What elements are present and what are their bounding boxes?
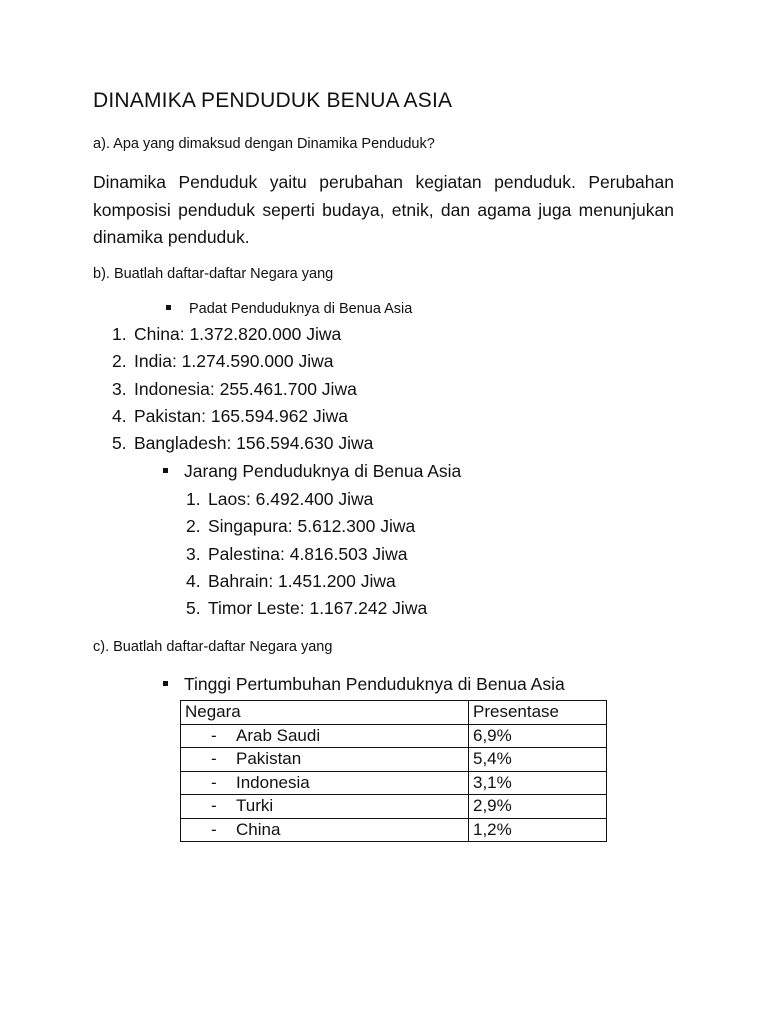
percent-cell: 5,4%: [469, 748, 607, 772]
country-cell: Indonesia: [236, 772, 310, 792]
table-row: - Pakistan 5,4%: [181, 748, 607, 772]
column-header-country: Negara: [181, 701, 469, 725]
sparse-country-list: [186, 486, 427, 622]
question-b: b). Buatlah daftar-daftar Negara yang: [93, 266, 334, 282]
list-item: 4. Bahrain: 1.451.200 Jiwa: [186, 570, 396, 591]
table-row: - Turki 2,9%: [181, 795, 607, 819]
table-header-row: [181, 701, 607, 725]
list-item: 3. Palestina: 4.816.503 Jiwa: [186, 543, 408, 564]
square-bullet-icon: [163, 681, 168, 686]
list-item: 1. Laos: 6.492.400 Jiwa: [186, 489, 374, 509]
growth-heading-label: Tinggi Pertumbuhan Penduduknya di Benua Asia: [184, 674, 565, 694]
percent-cell: 2,9%: [469, 795, 607, 819]
growth-heading: [163, 674, 565, 695]
percent-cell: 1,2%: [469, 818, 607, 842]
list-item: 1. China: 1.372.820.000 Jiwa: [112, 324, 342, 344]
dense-country-list: [112, 321, 373, 457]
country-cell: China: [236, 819, 281, 839]
table-row: - China 1,2%: [181, 818, 607, 842]
table-row: - Arab Saudi 6,9%: [181, 724, 607, 748]
question-a: a). Apa yang dimaksud dengan Dinamika Penduduk?: [93, 136, 435, 152]
percent-cell: 3,1%: [469, 771, 607, 795]
list-item: 5. Timor Leste: 1.167.242 Jiwa: [186, 598, 428, 619]
dense-heading: [166, 301, 412, 317]
list-item: 3. Indonesia: 255.461.700 Jiwa: [112, 378, 357, 399]
answer-a-paragraph: Dinamika Penduduk yaitu perubahan kegiatan penduduk. Perubahan komposisi penduduk seperti budaya, etnik, dan agama juga menunjukan dinamika penduduk.: [93, 172, 674, 247]
percent-cell: 6,9%: [469, 724, 607, 748]
sparse-heading-label: Jarang Penduduknya di Benua Asia: [184, 461, 462, 481]
list-item: 4. Pakistan: 165.594.962 Jiwa: [112, 405, 349, 426]
country-cell: Arab Saudi: [236, 725, 321, 745]
dense-heading-label: Padat Penduduknya di Benua Asia: [189, 301, 413, 317]
list-item: 2. India: 1.274.590.000 Jiwa: [112, 351, 334, 372]
list-item: 5. Bangladesh: 156.594.630 Jiwa: [112, 433, 374, 454]
square-bullet-icon: [166, 305, 171, 310]
question-c: c). Buatlah daftar-daftar Negara yang: [93, 639, 333, 655]
growth-table: [180, 700, 607, 842]
country-cell: Pakistan: [236, 749, 302, 768]
table-row: - Indonesia 3,1%: [181, 771, 607, 795]
sparse-heading: [163, 461, 461, 482]
document-title: DINAMIKA PENDUDUK BENUA ASIA: [93, 89, 453, 112]
column-header-percent: Presentase: [469, 701, 607, 725]
square-bullet-icon: [163, 468, 168, 473]
list-item: 2. Singapura: 5.612.300 Jiwa: [186, 516, 416, 537]
country-cell: Turki: [236, 796, 274, 815]
